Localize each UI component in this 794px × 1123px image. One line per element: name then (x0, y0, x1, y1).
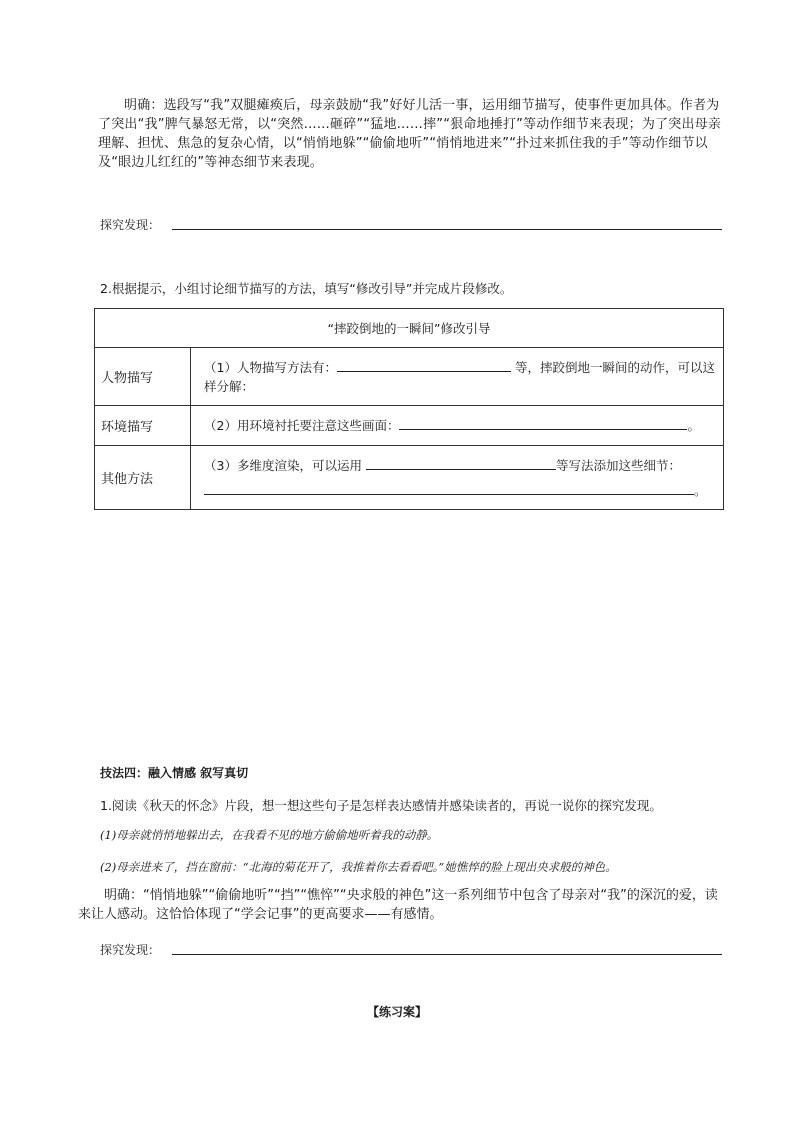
row-text-other-b: 等写法添加这些细节： (555, 457, 681, 473)
row-content-environment (191, 406, 724, 446)
explanation-paragraph-1: 明确：选段写“我”双腿瘫痪后，母亲鼓励“我”好好儿活一事，运用细节描写，使事件更加具体。作者为了突出“我”脾气暴怒无常，以“突然……砸碎”“猛地……摔”“狠命地捶打”等动作细节来表现；为了突出母亲理解、担忧、焦急的复杂心情，以“悄悄地躲”“偷偷地听”“悄悄地进来”“扑过来抓住我的手”等动作细节以及“眼边儿红红的”等神态细节来表现。 (98, 98, 722, 170)
row-text-other-c: 。 (694, 482, 707, 498)
task2-instruction: 2.根据提示，小组讨论细节描写的方法，填写“修改引导”并完成片段修改。 (100, 281, 513, 296)
practice-section-title: 【练习案】 (366, 1005, 427, 1019)
explanation-paragraph-2: 明确：“悄悄地躲”“偷偷地听”“挡”“憔悴”“央求般的神色”这一系列细节中包含了母亲对“我”的深沉的爱，读来让人感动。这恰恰体现了“学会记事”的更高要求——有感情。 (78, 888, 718, 922)
row-text-other-a: （3）多维度渲染，可以运用 (204, 457, 362, 473)
blank-environment[interactable] (399, 417, 687, 430)
technique4-heading: 技法四：融入情感 叙写真切 (100, 766, 249, 780)
quote-2: (2)母亲进来了，挡在窗前：“北海的菊花开了，我推着你去看看吧。”她憔悴的脸上现出央求般的神色。 (100, 860, 617, 874)
row-content-character (191, 348, 724, 406)
row-text-character-b: 等，摔跤倒地一瞬间的动作，可以这样分解： (204, 359, 715, 394)
row-label-other: 其他方法 (95, 446, 191, 510)
revision-guide-table (94, 308, 724, 510)
explore-label-1: 探究发现： (100, 218, 161, 232)
row-text-environment-a: （2）用环境衬托要注意这些画面： (204, 418, 400, 433)
technique4-item1: 1.阅读《秋天的怀念》片段，想一想这些句子是怎样表达感情并感染读者的，再说一说你的探究发现。 (100, 798, 662, 813)
row-content-other (191, 446, 724, 510)
blank-other-methods[interactable] (366, 457, 556, 470)
quote-1: (1)母亲就悄悄地躲出去，在我看不见的地方偷偷地听着我的动静。 (100, 828, 439, 842)
table-header: “摔跤倒地的一瞬间”修改引导 (95, 309, 724, 348)
explore-label-2: 探究发现： (100, 943, 161, 957)
row-label-character: 人物描写 (95, 348, 191, 406)
explore-answer-line-1[interactable] (172, 229, 722, 230)
explore-answer-line-2[interactable] (172, 954, 722, 955)
row-text-environment-b: 。 (687, 418, 700, 433)
blank-other-details[interactable] (204, 482, 694, 495)
blank-character-methods[interactable] (337, 359, 511, 372)
row-text-character-a: （1）人物描写方法有： (204, 359, 337, 375)
row-label-environment: 环境描写 (95, 406, 191, 446)
